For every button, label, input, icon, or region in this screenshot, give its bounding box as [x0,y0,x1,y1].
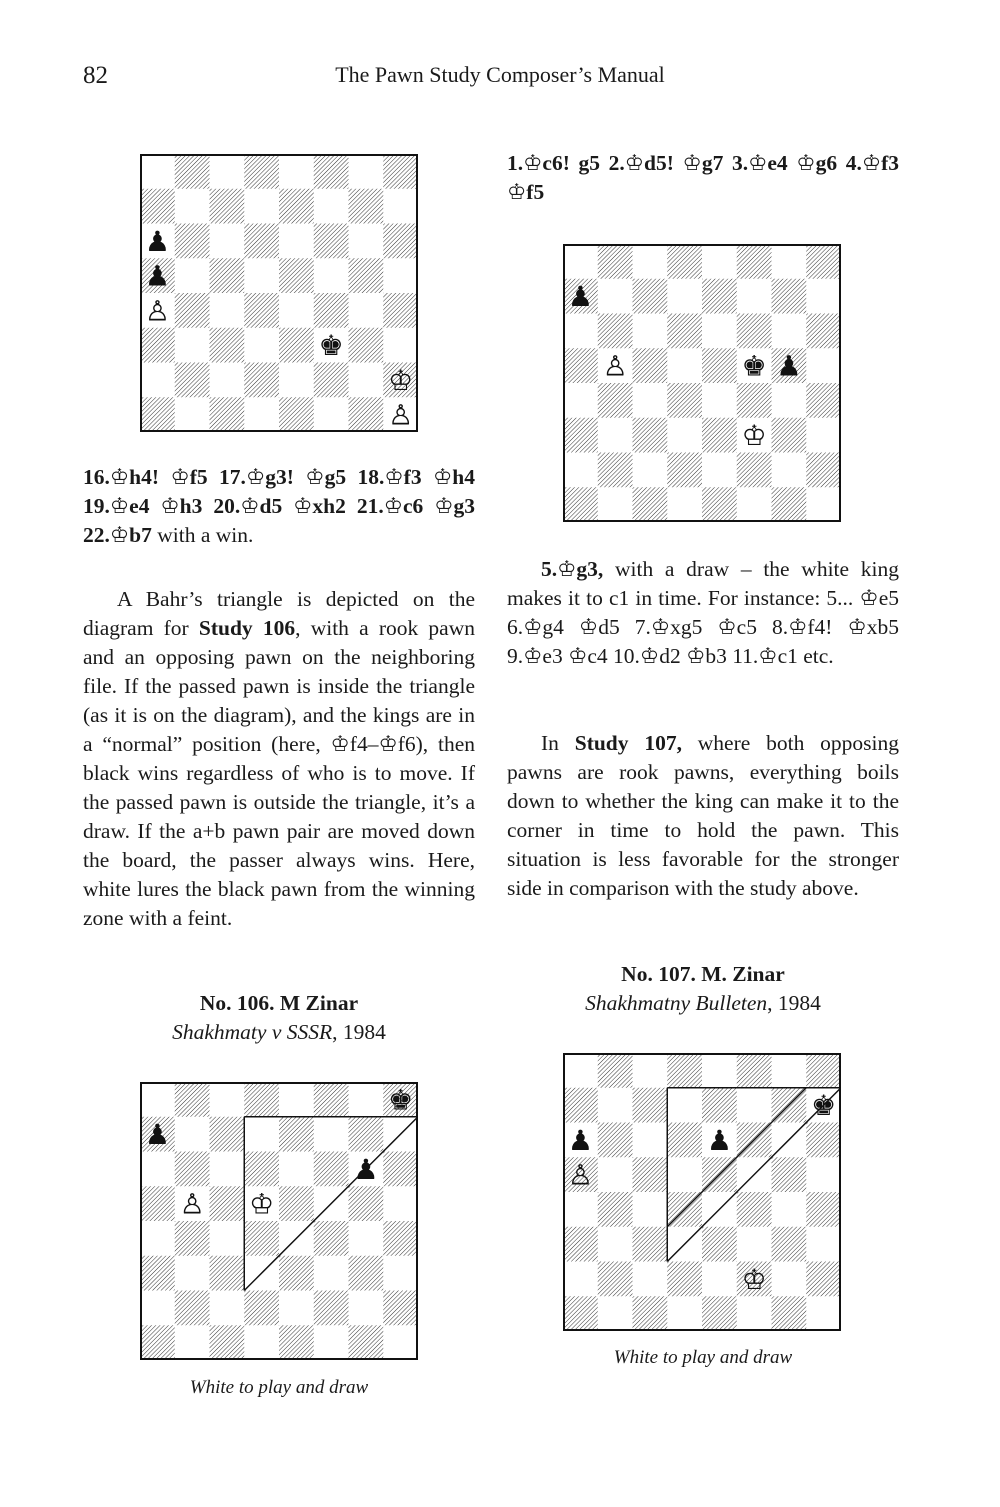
move-text: d5 [259,494,294,518]
dark-square [806,1053,841,1088]
white-king-icon: ♔ [109,494,130,518]
move-text: h4 19. [83,465,475,518]
dark-square [702,348,737,383]
dark-square [244,1221,279,1256]
dark-square [349,397,384,432]
white-king-icon: ♔ [434,494,454,518]
dark-square [563,1296,598,1331]
study-number: No. 107. M. Zinar [621,962,785,986]
white-king-icon: ♔ [240,494,260,518]
white-king-icon: ♔ [293,494,313,518]
running-title: The Pawn Study Composer’s Manual [335,62,665,87]
white-king-icon: ♔ [741,1262,767,1296]
dark-square [383,1221,418,1256]
dark-square [772,1227,807,1262]
dark-square [210,1186,245,1221]
dark-square [667,1123,702,1158]
move-text: with a draw – the white king makes it to c1 in time. For instance: 5... [507,557,899,610]
dark-square [175,1152,210,1187]
move-text: g3, [576,557,604,581]
white-king-icon: ♔ [788,615,808,639]
white-king-icon: ♔ [650,615,671,639]
move-text: b7 [129,523,152,547]
dark-square [702,279,737,314]
dark-square [244,1152,279,1187]
move-text: g3! [265,465,306,489]
white-king-icon: ♔ [624,151,645,175]
dark-square [175,1082,210,1117]
dark-square [667,1262,702,1297]
move-text: xh2 [312,494,346,518]
dark-square [563,487,598,522]
dark-square [806,1262,841,1297]
white-king-icon: ♔ [717,615,737,639]
black-pawn-icon: ♟ [567,1123,593,1157]
dark-square [140,189,175,224]
dark-square [598,1192,633,1227]
white-king-icon: ♔ [170,465,190,489]
dark-square [314,1082,349,1117]
black-pawn-icon: ♟ [567,280,593,314]
dark-square [633,1157,668,1192]
moves-text-1 [507,149,899,207]
white-king-icon: ♔ [741,419,767,453]
white-pawn-icon: ♙ [144,294,170,328]
white-king-icon: ♔ [383,494,403,518]
move-text: c4 10. [587,644,640,668]
dark-square [806,1192,841,1227]
para-text: f4– [349,732,379,756]
chess-diagram-top-right [563,244,841,522]
move-text: e5 6. [507,586,899,639]
dark-square [806,314,841,349]
black-king-icon: ♚ [741,349,767,383]
dark-square [737,1192,772,1227]
white-king-icon: ♔ [523,615,543,639]
white-king-icon: ♔ [861,151,882,175]
dark-square [563,348,598,383]
dark-square [244,293,279,328]
dark-square [140,328,175,363]
white-king-icon: ♔ [109,465,130,489]
study-ref: Study 106 [198,616,296,640]
move-text: 4. [845,151,862,175]
dark-square [383,293,418,328]
dark-square [667,244,702,279]
dark-square [210,258,245,293]
move-text: f5 17. [189,465,246,489]
study-106-heading [83,989,475,1047]
move-text: c5 8. [736,615,789,639]
white-king-icon: ♔ [330,732,350,756]
dark-square [279,1186,314,1221]
dark-square [737,244,772,279]
bahr-triangle-paragraph [83,585,475,933]
white-king-icon: ♔ [847,615,867,639]
dark-square [598,383,633,418]
move-text: with a win. [151,523,254,547]
white-king-icon: ♔ [384,465,404,489]
move-text: f5 [526,180,545,204]
black-pawn-icon: ♟ [144,224,170,258]
white-king-icon: ♔ [578,615,599,639]
dark-square [244,1291,279,1326]
white-king-icon: ♔ [245,465,266,489]
dark-square [349,328,384,363]
dark-square [314,1152,349,1187]
move-text: g7 3. [701,151,749,175]
white-king-icon: ♔ [507,180,527,204]
dark-square [633,1227,668,1262]
dark-square [702,1227,737,1262]
dark-square [349,1186,384,1221]
dark-square [772,1296,807,1331]
dark-square [702,487,737,522]
dark-square [806,244,841,279]
dark-square [349,1325,384,1360]
move-text: 5. [541,557,558,581]
dark-square [598,1123,633,1158]
dark-square [772,279,807,314]
dark-square [598,1262,633,1297]
white-king-icon: ♔ [378,732,398,756]
moves-text-16 [83,463,475,550]
dark-square [633,487,668,522]
dark-square [140,1256,175,1291]
move-text: f4! [807,615,848,639]
move-text: h3 20. [179,494,241,518]
chess-diagram-top-left [140,154,418,432]
white-king-icon: ♔ [249,1187,275,1221]
dark-square [279,397,314,432]
dark-square [279,1325,314,1360]
move-text: 16. [83,465,110,489]
black-pawn-icon: ♟ [144,1118,170,1152]
study-107-heading [507,960,899,1018]
dark-square [314,363,349,398]
dark-square [210,1256,245,1291]
dark-square [383,1152,418,1187]
white-king-icon: ♔ [682,151,702,175]
white-king-icon: ♔ [796,151,816,175]
dark-square [383,224,418,259]
dark-square [633,1088,668,1123]
move-text: d5 7. [598,615,651,639]
dark-square [175,1221,210,1256]
dark-square [667,383,702,418]
dark-square [244,224,279,259]
white-king-icon: ♔ [758,644,778,668]
para-text: A Bahr’s triangle is depicted on the diagram for [83,587,475,640]
dark-square [737,453,772,488]
white-king-icon: ♔ [109,523,130,547]
white-king-icon: ♔ [748,151,768,175]
study-year: , 1984 [767,991,821,1015]
move-text: c6 [402,494,435,518]
dark-square [633,1296,668,1331]
dark-square [633,348,668,383]
dark-square [244,154,279,189]
caption-study-107: White to play and draw [613,1347,793,1368]
dark-square [772,418,807,453]
chess-diagram-study-107 [563,1053,841,1331]
dark-square [702,1296,737,1331]
draw-line-paragraph [507,555,899,671]
dark-square [702,418,737,453]
dark-square [140,397,175,432]
move-text: g6 [815,151,838,175]
dark-square [806,383,841,418]
white-king-icon: ♔ [433,465,453,489]
dark-square [667,1053,702,1088]
move-text: f3 [881,151,900,175]
move-text: xb5 9. [507,615,900,668]
dark-square [772,487,807,522]
dark-square [210,397,245,432]
dark-square [140,1325,175,1360]
study-ref: Study 107, [574,731,682,755]
dark-square [314,1291,349,1326]
dark-square [244,1082,279,1117]
white-king-icon: ♔ [686,644,706,668]
black-king-icon: ♚ [388,1083,414,1117]
dark-square [806,453,841,488]
caption-study-106: White to play and draw [189,1377,369,1398]
white-king-icon: ♔ [523,644,543,668]
dark-square [279,328,314,363]
dark-square [314,1221,349,1256]
dark-square [737,1053,772,1088]
move-text: e4 [767,151,797,175]
move-text: c1 etc. [777,644,834,668]
move-text: g4 [542,615,579,639]
dark-square [806,1123,841,1158]
dark-square [598,453,633,488]
dark-square [667,453,702,488]
study-107-paragraph [507,729,899,903]
move-text: f3 [403,465,422,489]
para-text: , with a rook pawn and an opposing pawn on the neighboring file. If the passed pawn is inside the triangle (as it is on the diagram), and the kings are in a “normal” position (here, [83,616,475,756]
para-text: In [541,731,575,755]
white-king-icon: ♔ [568,644,588,668]
move-text: d2 [659,644,687,668]
move-text: g3 22. [83,494,475,547]
para-text: f6), then black wins regardless of who is to move. If the passed pawn is outside the triangle, it’s a draw. If the a+b pawn pair are moved down the board, the passer always wins. Here, white lures the black pawn from the winning zone with a feint. [83,732,475,930]
move-text: xg5 [670,615,718,639]
dark-square [737,383,772,418]
move-text: 21. [356,494,384,518]
dark-square [279,189,314,224]
dark-square [737,314,772,349]
dark-square [244,363,279,398]
white-king-icon: ♔ [388,363,414,397]
dark-square [314,154,349,189]
dark-square [633,418,668,453]
move-text: e4 [129,494,161,518]
dark-square [314,224,349,259]
dark-square [175,363,210,398]
dark-square [314,293,349,328]
dark-square [563,1088,598,1123]
dark-square [349,1117,384,1152]
dark-square [210,1325,245,1360]
move-text: b3 11. [705,644,759,668]
dark-square [633,279,668,314]
white-king-icon: ♔ [639,644,660,668]
dark-square [349,1256,384,1291]
dark-square [772,1157,807,1192]
white-king-icon: ♔ [160,494,180,518]
study-year: , 1984 [332,1020,386,1044]
dark-square [175,224,210,259]
page-number: 82 [83,62,108,89]
dark-square [210,328,245,363]
dark-square [702,1088,737,1123]
dark-square [279,1256,314,1291]
move-text: e3 [542,644,569,668]
move-text: d5! [644,151,683,175]
study-number: No. 106. M Zinar [199,991,359,1015]
white-pawn-icon: ♙ [602,349,628,383]
black-king-icon: ♚ [318,329,344,363]
white-pawn-icon: ♙ [567,1158,593,1192]
white-king-icon: ♔ [859,586,879,610]
dark-square [349,258,384,293]
move-text: c6! g5 2. [542,151,625,175]
dark-square [175,293,210,328]
dark-square [140,1186,175,1221]
move-text: h4! [129,465,171,489]
dark-square [383,154,418,189]
chess-diagram-study-106 [140,1082,418,1360]
dark-square [279,258,314,293]
dark-square [598,314,633,349]
dark-square [279,1117,314,1152]
black-pawn-icon: ♟ [776,349,802,383]
study-source: Shakhmatny Bulleten [585,991,768,1015]
dark-square [563,418,598,453]
dark-square [563,1227,598,1262]
black-pawn-icon: ♟ [706,1123,732,1157]
dark-square [210,189,245,224]
dark-square [175,154,210,189]
dark-square [598,244,633,279]
white-pawn-icon: ♙ [388,398,414,432]
white-king-icon: ♔ [523,151,543,175]
para-text: where both opposing pawns are rook pawns, everything boils down to whether the king can make it to the corner in time to hold the pawn. This situation is less favorable for the stronger side in comparison with the study above. [507,731,899,900]
black-pawn-icon: ♟ [353,1152,379,1186]
black-pawn-icon: ♟ [144,259,170,293]
move-text: 1. [507,151,524,175]
dark-square [349,189,384,224]
white-pawn-icon: ♙ [179,1187,205,1221]
dark-square [667,314,702,349]
dark-square [383,1291,418,1326]
white-king-icon: ♔ [557,557,577,581]
white-king-icon: ♔ [305,465,325,489]
black-king-icon: ♚ [811,1089,837,1123]
dark-square [598,1053,633,1088]
move-text: g5 18. [324,465,385,489]
study-source: Shakhmaty v SSSR [172,1020,333,1044]
dark-square [210,1117,245,1152]
dark-square [175,1291,210,1326]
